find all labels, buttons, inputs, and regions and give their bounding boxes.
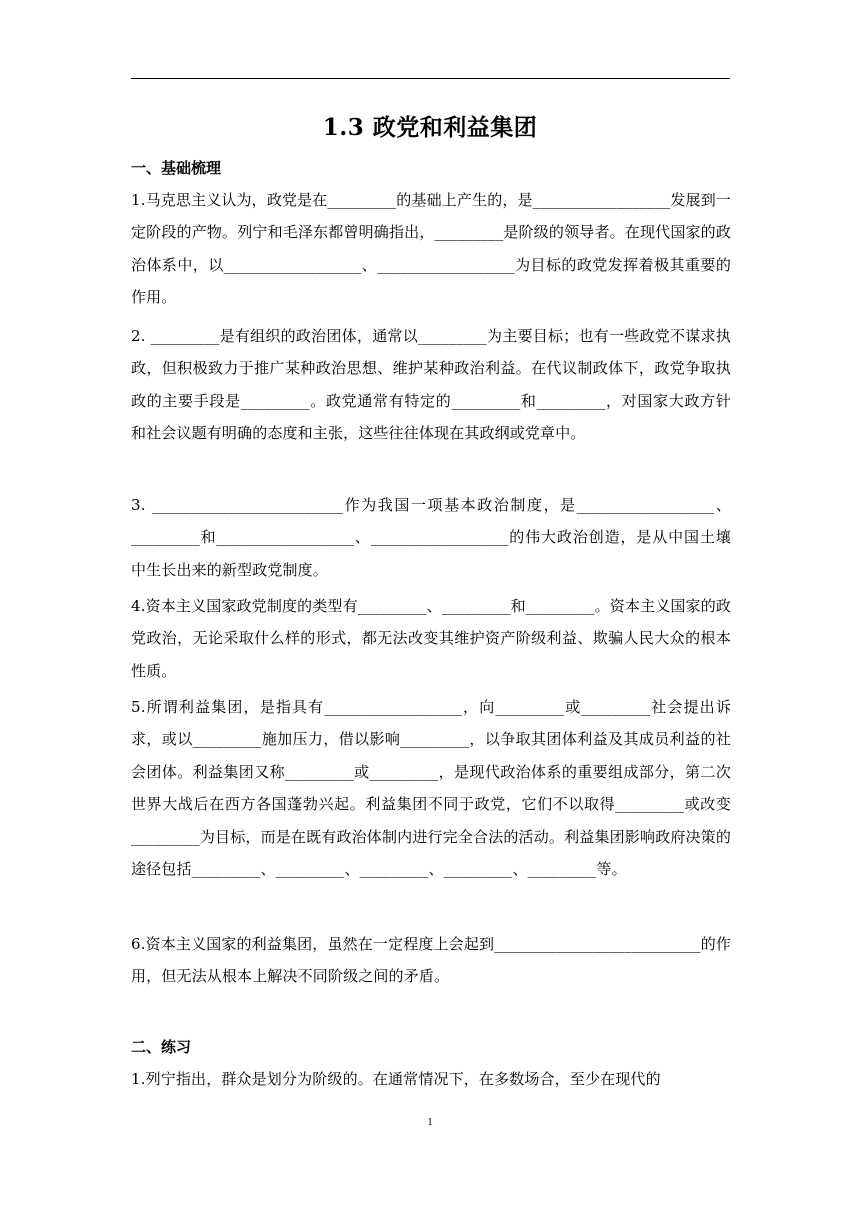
exercise-paragraph-1: 1.列宁指出，群众是划分为阶级的。在通常情况下，在多数场合，至少在现代的 — [131, 1070, 661, 1088]
header-rule — [131, 78, 730, 79]
paragraph-1: 1.马克思主义认为，政党是在_________的基础上产生的，是__________________发展到一定阶段的产物。列宁和毛泽东都曾明确指出，_________是阶级的领导者。在现代国家的政治体系中，以__________________、__________________为目标的政党发挥着极其重要的作用。 — [131, 191, 731, 307]
page-title: 1.3 政党和利益集团 — [322, 114, 538, 141]
page-number: 1 — [427, 1116, 433, 1128]
paragraph-3: 3. _________________________作为我国一项基本政治制度，是__________________、_________和__________________、__________________的伟大政治创造，是从中国土壤中生长出来的新型政党制度。 — [131, 496, 731, 579]
section-heading-basics: 一、基础梳理 — [131, 159, 222, 177]
paragraph-6: 6.资本主义国家的利益集团，虽然在一定程度上会起到___________________________的作用，但无法从根本上解决不同阶级之间的矛盾。 — [131, 935, 731, 986]
paragraph-4: 4.资本主义国家政党制度的类型有_________、_________和_________。资本主义国家的政党政治，无论采取什么样的形式，都无法改变其维护资产阶级利益、欺骗人民大众的根本性质。 — [131, 597, 731, 680]
paragraph-5: 5.所谓利益集团，是指具有__________________，向_________或_________社会提出诉求，或以_________施加压力，借以影响_________，以争取其团体利益及其成员利益的社会团体。利益集团又称_________或_________，是现代政治体系的重要组成部分，第二次世界大战后在西方各国蓬勃兴起。利益集团不同于政党，它们不以取得_________或改变_________为目标，而是在既有政治体制内进行完全合法的活动。利益集团影响政府决策的途径包括_________、_________、_________、_________、_________等。 — [131, 698, 731, 879]
section-heading-exercises: 二、练习 — [131, 1038, 192, 1056]
paragraph-2: 2. _________是有组织的政治团体，通常以_________为主要目标；也有一些政党不谋求执政，但积极致力于推广某种政治思想、维护某种政治利益。在代议制政体下，政党争取执政的主要手段是_________。政党通常有特定的_________和_________，对国家大政方针和社会议题有明确的态度和主张，这些往往体现在其政纲或党章中。 — [131, 327, 731, 443]
